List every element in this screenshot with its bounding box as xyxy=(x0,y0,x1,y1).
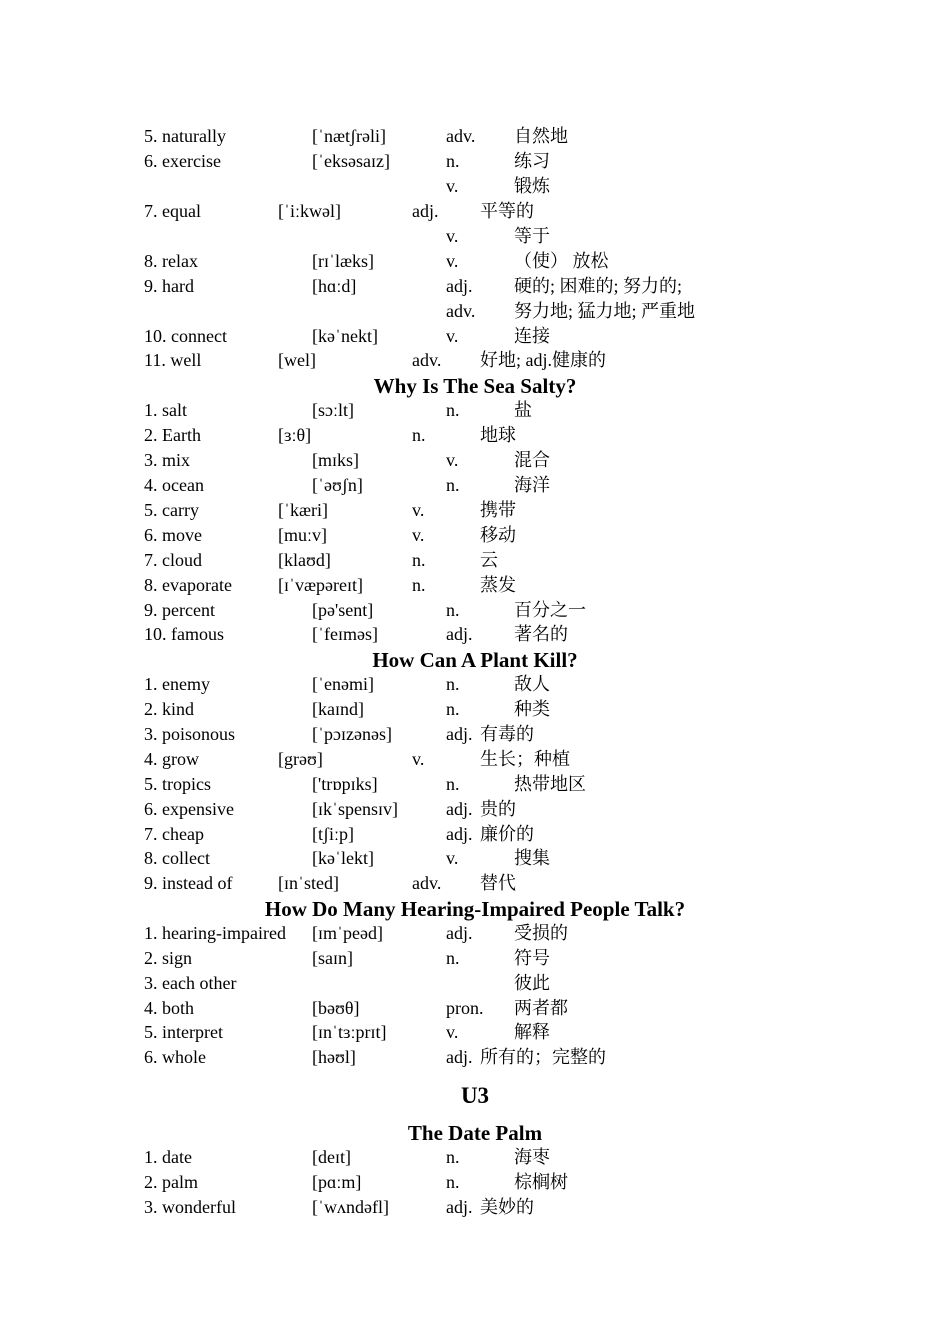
vocab-row xyxy=(0,348,950,373)
vocab-phonetic: [deɪt] xyxy=(312,1147,351,1167)
vocab-part-of-speech: v. xyxy=(446,176,459,196)
vocab-phonetic: [pɑːm] xyxy=(312,1172,362,1192)
vocab-part-of-speech: n. xyxy=(446,1147,460,1167)
vocab-word: 6. expensive xyxy=(144,799,234,819)
vocab-phonetic: [tʃiːp] xyxy=(312,824,354,844)
vocab-row xyxy=(0,174,950,199)
vocab-meaning: 有毒的 xyxy=(480,724,534,744)
vocab-word: 6. exercise xyxy=(144,151,221,171)
vocab-row xyxy=(0,747,950,772)
vocab-phonetic: [ˈeksəsaɪz] xyxy=(312,151,390,171)
vocab-part-of-speech: adj. xyxy=(446,799,473,819)
vocab-phonetic: [kəˈnekt] xyxy=(312,326,378,346)
vocab-meaning: 自然地 xyxy=(514,126,568,146)
vocab-part-of-speech: v. xyxy=(446,251,459,271)
vocab-meaning: 平等的 xyxy=(480,201,534,221)
vocab-word: 4. both xyxy=(144,998,195,1018)
vocab-meaning: 热带地区 xyxy=(514,774,586,794)
vocab-word: 5. carry xyxy=(144,500,199,520)
vocab-part-of-speech: v. xyxy=(412,749,425,769)
vocab-word: 5. tropics xyxy=(144,774,211,794)
vocab-meaning: 百分之一 xyxy=(514,600,586,620)
vocab-word: 7. cheap xyxy=(144,824,204,844)
vocab-word: 2. kind xyxy=(144,699,195,719)
vocab-meaning: 棕榈树 xyxy=(514,1172,568,1192)
vocab-meaning: 搜集 xyxy=(514,848,550,868)
vocab-part-of-speech: adj. xyxy=(446,824,473,844)
vocab-row xyxy=(0,672,950,697)
vocab-row xyxy=(0,1045,950,1070)
vocab-phonetic: [ɪkˈspensɪv] xyxy=(312,799,398,819)
vocab-word: 4. grow xyxy=(144,749,199,769)
vocab-word: 7. equal xyxy=(144,201,201,221)
vocab-phonetic: [ˈiːkwəl] xyxy=(278,201,341,221)
vocab-word: 3. each other xyxy=(144,973,237,993)
vocab-row xyxy=(0,921,950,946)
vocab-word: 1. enemy xyxy=(144,674,210,694)
vocab-meaning: 混合 xyxy=(514,450,550,470)
vocab-phonetic: [mɪks] xyxy=(312,450,359,470)
vocab-part-of-speech: n. xyxy=(446,475,460,495)
vocab-meaning: 携带 xyxy=(480,500,516,520)
vocab-part-of-speech: v. xyxy=(412,500,425,520)
vocab-phonetic: [ˈpɔɪzənəs] xyxy=(312,724,392,744)
vocab-word: 9. instead of xyxy=(144,873,233,893)
vocab-row xyxy=(0,996,950,1021)
vocab-phonetic: [saɪn] xyxy=(312,948,353,968)
vocab-part-of-speech: n. xyxy=(446,774,460,794)
vocab-word: 11. well xyxy=(144,350,202,370)
vocab-word: 5. naturally xyxy=(144,126,226,146)
vocab-row xyxy=(0,846,950,871)
vocab-row xyxy=(0,871,950,896)
vocab-part-of-speech: adv. xyxy=(446,301,476,321)
vocab-row xyxy=(0,573,950,598)
vocab-meaning: 种类 xyxy=(514,699,550,719)
vocab-part-of-speech: n. xyxy=(412,575,426,595)
vocab-meaning: 贵的 xyxy=(480,799,516,819)
vocab-meaning: 盐 xyxy=(514,400,532,420)
vocab-part-of-speech: adj. xyxy=(446,276,473,296)
vocab-phonetic: [ɜːθ] xyxy=(278,425,312,445)
vocab-meaning: 廉价的 xyxy=(480,824,534,844)
vocab-row xyxy=(0,199,950,224)
vocab-meaning: 生长；种植 xyxy=(480,749,570,769)
vocab-part-of-speech: adv. xyxy=(446,126,476,146)
vocab-meaning: 等于 xyxy=(514,226,550,246)
vocab-part-of-speech: v. xyxy=(446,1022,459,1042)
section-heading: The Date Palm xyxy=(407,1121,543,1145)
vocab-row xyxy=(0,1195,950,1220)
vocab-row xyxy=(0,622,950,647)
vocab-word: 1. hearing-impaired xyxy=(144,923,286,943)
vocab-phonetic: [ɪnˈsted] xyxy=(278,873,339,893)
vocab-row xyxy=(0,1020,950,1045)
vocab-row xyxy=(0,224,950,249)
vocab-word: 1. date xyxy=(144,1147,192,1167)
vocab-meaning: 著名的 xyxy=(514,624,568,644)
vocab-meaning: 连接 xyxy=(514,326,550,346)
vocab-row xyxy=(0,822,950,847)
vocab-part-of-speech: pron. xyxy=(446,998,484,1018)
vocab-part-of-speech: n. xyxy=(412,425,426,445)
vocab-meaning: 硬的; 困难的; 努力的; xyxy=(514,276,683,296)
vocab-row xyxy=(0,598,950,623)
vocab-phonetic: [ˈəʊʃn] xyxy=(312,475,363,495)
vocab-part-of-speech: v. xyxy=(446,326,459,346)
vocab-word: 5. interpret xyxy=(144,1022,223,1042)
vocab-word: 10. connect xyxy=(144,326,227,346)
vocab-part-of-speech: adj. xyxy=(446,1197,473,1217)
vocab-row xyxy=(0,473,950,498)
vocab-row xyxy=(0,448,950,473)
vocab-row xyxy=(0,523,950,548)
vocab-phonetic: [ˈwʌndəfl] xyxy=(312,1197,389,1217)
vocab-phonetic: [kaɪnd] xyxy=(312,699,364,719)
vocab-word: 10. famous xyxy=(144,624,224,644)
vocab-row xyxy=(0,1170,950,1195)
vocab-phonetic: [grəʊ] xyxy=(278,749,323,769)
vocab-part-of-speech: n. xyxy=(446,400,460,420)
vocab-phonetic: [ˈenəmi] xyxy=(312,674,374,694)
vocab-row xyxy=(0,299,950,324)
vocab-meaning: 地球 xyxy=(480,425,516,445)
vocab-meaning: 美妙的 xyxy=(480,1197,534,1217)
vocab-part-of-speech: adj. xyxy=(446,624,473,644)
vocab-row xyxy=(0,797,950,822)
vocab-part-of-speech: n. xyxy=(446,699,460,719)
vocab-phonetic: [sɔːlt] xyxy=(312,400,354,420)
vocab-meaning: 敌人 xyxy=(514,674,550,694)
vocab-meaning: 练习 xyxy=(514,151,550,171)
vocab-phonetic: ['trɒpɪks] xyxy=(312,774,378,794)
vocab-row xyxy=(0,548,950,573)
vocab-word: 9. percent xyxy=(144,600,215,620)
vocab-meaning: 解释 xyxy=(514,1022,550,1042)
vocab-part-of-speech: n. xyxy=(412,550,426,570)
vocab-meaning: 锻炼 xyxy=(514,176,550,196)
vocab-part-of-speech: adj. xyxy=(446,923,473,943)
vocab-word: 3. wonderful xyxy=(144,1197,236,1217)
vocab-part-of-speech: adv. xyxy=(412,350,442,370)
vocab-part-of-speech: adj. xyxy=(446,724,473,744)
vocab-meaning: 符号 xyxy=(514,948,550,968)
vocab-meaning: 云 xyxy=(480,550,498,570)
vocab-part-of-speech: n. xyxy=(446,151,460,171)
vocab-phonetic: [həʊl] xyxy=(312,1047,356,1067)
vocab-part-of-speech: v. xyxy=(446,848,459,868)
vocab-row xyxy=(0,772,950,797)
vocab-meaning: 两者都 xyxy=(514,998,568,1018)
vocab-meaning: 替代 xyxy=(480,873,516,893)
vocab-phonetic: [ˈkæri] xyxy=(278,500,328,520)
vocab-row xyxy=(0,722,950,747)
vocab-row xyxy=(0,697,950,722)
section-heading: Why Is The Sea Salty? xyxy=(373,374,577,398)
vocab-phonetic: [muːv] xyxy=(278,525,327,545)
vocab-row xyxy=(0,498,950,523)
vocab-part-of-speech: adv. xyxy=(412,873,442,893)
vocab-row xyxy=(0,1145,950,1170)
section-heading: How Can A Plant Kill? xyxy=(372,648,578,672)
vocab-meaning: 海洋 xyxy=(514,475,550,495)
vocab-word: 2. sign xyxy=(144,948,193,968)
vocab-phonetic: [ɪmˈpeəd] xyxy=(312,923,383,943)
vocab-word: 6. whole xyxy=(144,1047,206,1067)
vocab-phonetic: [ˈnætʃrəli] xyxy=(312,126,386,146)
vocab-phonetic: [ɪˈvæpəreɪt] xyxy=(278,575,363,595)
vocab-row xyxy=(0,274,950,299)
vocab-meaning: 受损的 xyxy=(514,923,568,943)
vocab-phonetic: [klaʊd] xyxy=(278,550,331,570)
vocab-part-of-speech: adj. xyxy=(412,201,439,221)
vocab-meaning: 海枣 xyxy=(514,1147,550,1167)
vocab-word: 3. mix xyxy=(144,450,191,470)
vocab-phonetic: [ˈfeɪməs] xyxy=(312,624,378,644)
vocab-meaning: 蒸发 xyxy=(480,575,516,595)
vocab-part-of-speech: n. xyxy=(446,674,460,694)
vocab-word: 8. evaporate xyxy=(144,575,232,595)
vocab-word: 2. palm xyxy=(144,1172,198,1192)
vocab-row xyxy=(0,124,950,149)
vocab-row xyxy=(0,946,950,971)
vocab-part-of-speech: n. xyxy=(446,600,460,620)
vocab-meaning: 移动 xyxy=(480,525,516,545)
vocab-row xyxy=(0,324,950,349)
vocab-part-of-speech: n. xyxy=(446,1172,460,1192)
vocab-meaning: 努力地; 猛力地; 严重地 xyxy=(514,301,696,321)
vocab-meaning: 彼此 xyxy=(514,973,550,993)
vocab-phonetic: [wel] xyxy=(278,350,316,370)
vocab-part-of-speech: adj. xyxy=(446,1047,473,1067)
vocab-row xyxy=(0,398,950,423)
vocab-word: 3. poisonous xyxy=(144,724,236,744)
vocab-word: 9. hard xyxy=(144,276,194,296)
vocab-meaning: 所有的；完整的 xyxy=(480,1047,606,1067)
vocab-word: 7. cloud xyxy=(144,550,202,570)
section-heading: How Do Many Hearing-Impaired People Talk? xyxy=(264,897,686,921)
vocab-phonetic: [rɪˈlæks] xyxy=(312,251,374,271)
vocab-part-of-speech: n. xyxy=(446,948,460,968)
vocab-row xyxy=(0,423,950,448)
vocab-meaning: 好地; adj.健康的 xyxy=(480,350,606,370)
vocab-word: 2. Earth xyxy=(144,425,201,445)
vocab-part-of-speech: v. xyxy=(446,450,459,470)
vocab-meaning: （使） 放松 xyxy=(514,251,609,271)
vocab-phonetic: [bəʊθ] xyxy=(312,998,360,1018)
vocab-row xyxy=(0,971,950,996)
vocab-part-of-speech: v. xyxy=(412,525,425,545)
vocab-phonetic: [hɑːd] xyxy=(312,276,357,296)
vocab-word: 8. relax xyxy=(144,251,198,271)
vocab-word: 4. ocean xyxy=(144,475,204,495)
vocab-word: 1. salt xyxy=(144,400,187,420)
vocab-word: 8. collect xyxy=(144,848,210,868)
vocab-row xyxy=(0,149,950,174)
vocab-phonetic: [kəˈlekt] xyxy=(312,848,374,868)
vocab-part-of-speech: v. xyxy=(446,226,459,246)
unit-heading: U3 xyxy=(460,1083,490,1108)
vocab-phonetic: [pə'sent] xyxy=(312,600,374,620)
vocab-row xyxy=(0,249,950,274)
vocab-phonetic: [ɪnˈtɜːprɪt] xyxy=(312,1022,387,1042)
vocab-word: 6. move xyxy=(144,525,202,545)
